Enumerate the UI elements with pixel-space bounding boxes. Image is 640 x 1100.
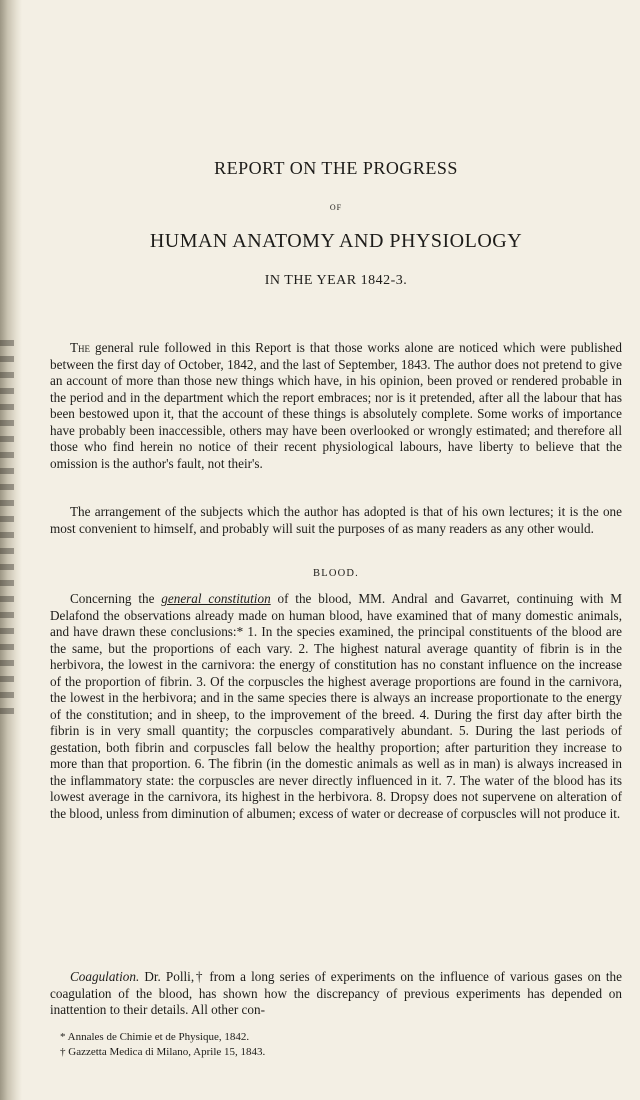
footnote-2: † Gazzetta Medica di Milano, Aprile 15, 1843. [60,1046,266,1058]
subject-title: HUMAN ANATOMY AND PHYSIOLOGY [149,230,523,252]
blood-paragraph-1 [50,591,622,822]
blood-paragraph-1-emphasis: general constitution [161,591,271,606]
intro-paragraph-1-text: general rule followed in this Report is that those works alone are noticed which were published between the first day of October, 1842, and the last of September, 1843. The author does not pretend to give an account of more than those new things which have, in his opinion, been proved or rendered probable in the period and in the department which the report embraces; nor is it pretended, after all the labour that has been bestowed upon it, that the account of these things is absolutely complete. Some works of importance have probably been inaccessible, others may have been overlooked or wrongly estimated; and therefore all those who find herein no notice of their recent physiological labours, have liberty to believe that the omission is the author's fault, not their's. [50,340,622,471]
year-subtitle: IN THE YEAR 1842-3. [264,273,408,288]
title-connector: OF [329,203,343,212]
coagulation-paragraph-text: Dr. Polli,† from a long series of experiments on the influence of various gases on the coagulation of the blood, has shown how the discrepancy of previous experiments has depended on inattention to their details. All other con- [50,969,622,1017]
blood-paragraph-1-text: of the blood, MM. Andral and Gavarret, continuing with M Delafond the observations already made on human blood, have examined that of many domestic animals, and have drawn these conclusions:* 1. In the species examined, the principal constituents of the blood are the same, but the proportions of each vary. 2. The highest natural average quantity of fibrin is in the herbivora, the lowest in the carnivora: the energy of constitution has no constant influence on the increase of the proportion of fibrin. 3. Of the corpuscles the highest average proportions are found in the carnivora, the lowest in the herbivora; and in the same species there is always an increase proportionate to the energy of the constitution; and in sheep, to the improvement of the breed. 4. During the first day after birth the fibrin is in very small quantity; the corpuscles comparatively abundant. 5. During the last periods of gestation, both fibrin and corpuscles fall below the healthy proportion; after parturition they increase to more than that proportion. 6. The fibrin (in the domestic animals as well as in man) is always increased in the inflammatory state: the corpuscles are never directly influenced in it. 7. The water of the blood has its lowest average in the carnivora, its highest in the herbivora. 8. Dropsy does not supervene on alteration of the blood, unless from diminution of albumen; excess of water or decrease of corpuscles will not produce it. [50,591,622,821]
intro-first-word: The [70,340,91,355]
footnotes [60,1030,560,1060]
intro-paragraph-1 [50,340,622,472]
binding-shadow-marks [0,340,14,720]
coagulation-heading: Coagulation. [70,969,140,984]
coagulation-paragraph [50,969,622,1019]
intro-paragraph-2-text: The arrangement of the subjects which the author has adopted is that of his own lectures; it is the one most convenient to himself, and probably will suit the purposes of as many readers as any other would. [50,504,622,536]
intro-paragraph-2 [50,504,622,537]
section-heading-blood: BLOOD. [313,568,359,579]
footnote-1: * Annales de Chimie et de Physique, 1842. [60,1031,250,1043]
blood-paragraph-1-lead: Concerning the [70,591,162,606]
report-title: REPORT ON THE PROGRESS [214,158,458,178]
